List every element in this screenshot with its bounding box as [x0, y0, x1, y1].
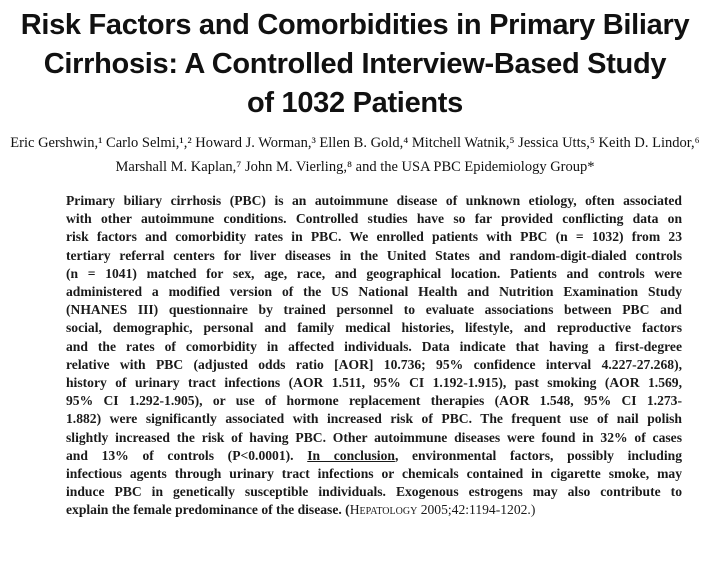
abstract-line: induce PBC in genetically susceptible individuals. Exogenous estrogens may also contribute to [66, 484, 682, 500]
abstract-line: with other autoimmune conditions. Controlled studies have so far provided conflicting data on [66, 211, 682, 227]
abstract-line: social, demographic, personal and family medical histories, lifestyle, and reproductive factors [66, 320, 682, 336]
abstract-line [66, 501, 682, 519]
author-line: Eric Gershwin,¹ Carlo Selmi,¹,² Howard J. Worman,³ Ellen B. Gold,⁴ Mitchell Watnik,⁵ Jessica Utts,⁵ Keith D. Lindor,⁶ [10, 135, 700, 151]
abstract-line [66, 447, 682, 465]
abstract-line: administered a modified version of the US National Health and Nutrition Examination Study [66, 284, 682, 300]
abstract-line: Primary biliary cirrhosis (PBC) is an autoimmune disease of unknown etiology, often associated [66, 193, 682, 208]
title-line: of 1032 Patients [246, 87, 463, 119]
abstract-line: infectious agents through urinary tract infections or chemicals contained in cigarette smoke, may [66, 466, 682, 482]
conclusion-label: In conclusion [307, 447, 395, 463]
abstract-line: (NHANES III) questionnaire by trained personnel to evaluate associations between PBC and [66, 302, 682, 318]
abstract-line: (n = 1041) matched for sex, age, race, and geographical location. Patients and controls were [66, 265, 682, 281]
title-line: Cirrhosis: A Controlled Interview-Based Study [43, 48, 667, 80]
journal-name: Hepatology [349, 502, 418, 518]
abstract-text: explain the female predominance of the disease. ( [66, 502, 350, 518]
abstract-line: slightly increased the risk of having PBC. Other autoimmune diseases were found in 32% of cases [66, 429, 682, 445]
abstract-line: history of urinary tract infections (AOR 1.511, 95% CI 1.192-1.915), past smoking (AOR 1.569, [66, 375, 682, 391]
citation-details: 2005;42:1194-1202.) [417, 502, 536, 518]
abstract-line: risk factors and comorbidity rates in PBC. We enrolled patients with PBC (n = 1032) from 23 [66, 229, 682, 245]
abstract-line: and the rates of comorbidity in affected individuals. Data indicate that having a first-degree [66, 338, 682, 354]
author-list [0, 131, 710, 179]
title-line: Risk Factors and Comorbidities in Primary Biliary [20, 9, 690, 41]
article-title [0, 6, 710, 123]
abstract-line: 95% CI 1.292-1.905), or use of hormone replacement therapies (AOR 1.548, 95% CI 1.273- [66, 393, 682, 409]
abstract-text: and 13% of controls (P<0.0001). [66, 447, 294, 463]
abstract-text: , environmental factors, possibly including [394, 447, 682, 463]
abstract-line: tertiary referral centers for liver diseases in the United States and random-digit-dialed controls [66, 247, 682, 263]
author-line: Marshall M. Kaplan,⁷ John M. Vierling,⁸ and the USA PBC Epidemiology Group* [115, 159, 595, 175]
abstract-line: 1.882) were significantly associated with increased risk of PBC. The frequent use of nail polish [66, 411, 682, 427]
abstract [66, 192, 682, 520]
abstract-line: relative with PBC (adjusted odds ratio [AOR] 10.736; 95% confidence interval 4.227-27.268), [66, 356, 682, 372]
